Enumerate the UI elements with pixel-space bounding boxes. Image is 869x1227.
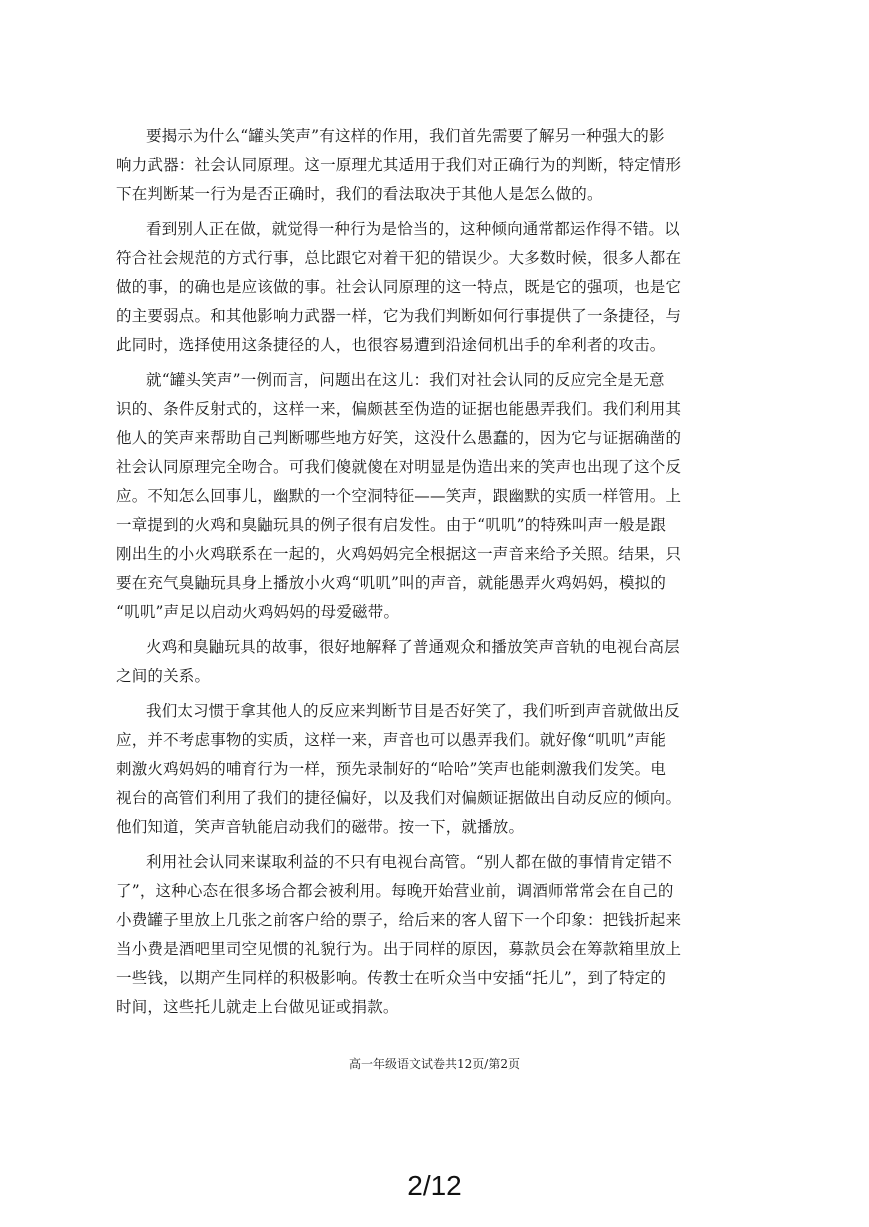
text-line: 利用社会认同来谋取利益的不只有电视台高管。“别人都在做的事情肯定错不 [146,853,673,871]
text-line: 当小费是酒吧里司空见惯的礼貌行为。出于同样的原因，募款员会在筹款箱里放上 [116,940,682,958]
text-line: 社会认同原理完全吻合。可我们傻就傻在对明显是伪造出来的笑声也出现了这个反 [116,458,682,476]
text-line: 就“罐头笑声”一例而言，问题出在这儿：我们对社会认同的反应完全是无意 [146,371,665,389]
paragraph [116,633,686,697]
text-line: 要在充气臭鼬玩具身上播放小火鸡“叽叽”叫的声音，就能愚弄火鸡妈妈，模拟的 [116,574,667,592]
paragraph [116,122,686,215]
text-line: 之间的关系。 [116,667,211,685]
text-line: “叽叽”声足以启动火鸡妈妈的母爱磁带。 [116,603,400,621]
text-line: 做的事，的确也是应该做的事。社会认同原理的这一特点，既是它的强项，也是它 [116,278,682,296]
text-line: 他人的笑声来帮助自己判断哪些地方好笑，这没什么愚蠢的，因为它与证据确凿的 [116,429,682,447]
text-line: 识的、条件反射式的，这样一来，偏颇甚至伪造的证据也能愚弄我们。我们利用其 [116,400,682,418]
text-line: 下在判断某一行为是否正确时，我们的看法取决于其他人是怎么做的。 [116,185,603,203]
body-text [116,122,686,1022]
text-line: 应。不知怎么回事儿，幽默的一个空洞特征——笑声，跟幽默的实质一样管用。上 [116,487,682,505]
paragraph [116,848,686,1022]
text-line: 一些钱，以期产生同样的积极影响。传教士在听众当中安插“托儿”，到了特定的 [116,969,667,987]
page-number: 2/12 [407,1170,462,1201]
page-footer: 高一年级语文试卷共12页/第2页 [349,1057,520,1071]
text-line: 一章提到的火鸡和臭鼬玩具的例子很有启发性。由于“叽叽”的特殊叫声一般是跟 [116,516,667,534]
text-line: 刺激火鸡妈妈的哺育行为一样，预先录制好的“哈哈”笑声也能刺激我们发笑。电 [116,760,667,778]
paragraph [116,366,686,633]
text-line: 火鸡和臭鼬玩具的故事，很好地解释了普通观众和播放笑声音轨的电视台高层 [146,638,680,656]
text-line: 时间，这些托儿就走上台做见证或捐款。 [116,998,399,1016]
text-line: 此同时，选择使用这条捷径的人，也很容易遭到沿途伺机出手的牟利者的攻击。 [116,336,666,354]
text-line: 小费罐子里放上几张之前客户给的票子，给后来的客人留下一个印象：把钱折起来 [116,911,682,929]
text-line: 符合社会规范的方式行事，总比跟它对着干犯的错误少。大多数时候，很多人都在 [116,249,682,267]
text-line: 我们太习惯于拿其他人的反应来判断节目是否好笑了，我们听到声音就做出反 [146,702,680,720]
text-line: 视台的高管们利用了我们的捷径偏好，以及我们对偏颇证据做出自动反应的倾向。 [116,789,682,807]
text-line: 他们知道，笑声音轨能启动我们的磁带。按一下，就播放。 [116,818,525,836]
text-line: 的主要弱点。和其他影响力武器一样，它为我们判断如何行事提供了一条捷径，与 [116,307,682,325]
paragraph [116,215,686,366]
text-line: 刚出生的小火鸡联系在一起的，火鸡妈妈完全根据这一声音来给予关照。结果，只 [116,545,682,563]
text-line: 了”，这种心态在很多场合都会被利用。每晚开始营业前，调酒师常常会在自己的 [116,882,674,900]
paragraph [116,697,686,848]
text-line: 要揭示为什么“罐头笑声”有这样的作用，我们首先需要了解另一种强大的影 [146,127,665,145]
text-line: 响力武器：社会认同原理。这一原理尤其适用于我们对正确行为的判断，特定情形 [116,156,682,174]
text-line: 应，并不考虑事物的实质，这样一来，声音也可以愚弄我们。就好像“叽叽”声能 [116,731,667,749]
text-line: 看到别人正在做，就觉得一种行为是恰当的，这种倾向通常都运作得不错。以 [146,220,680,238]
